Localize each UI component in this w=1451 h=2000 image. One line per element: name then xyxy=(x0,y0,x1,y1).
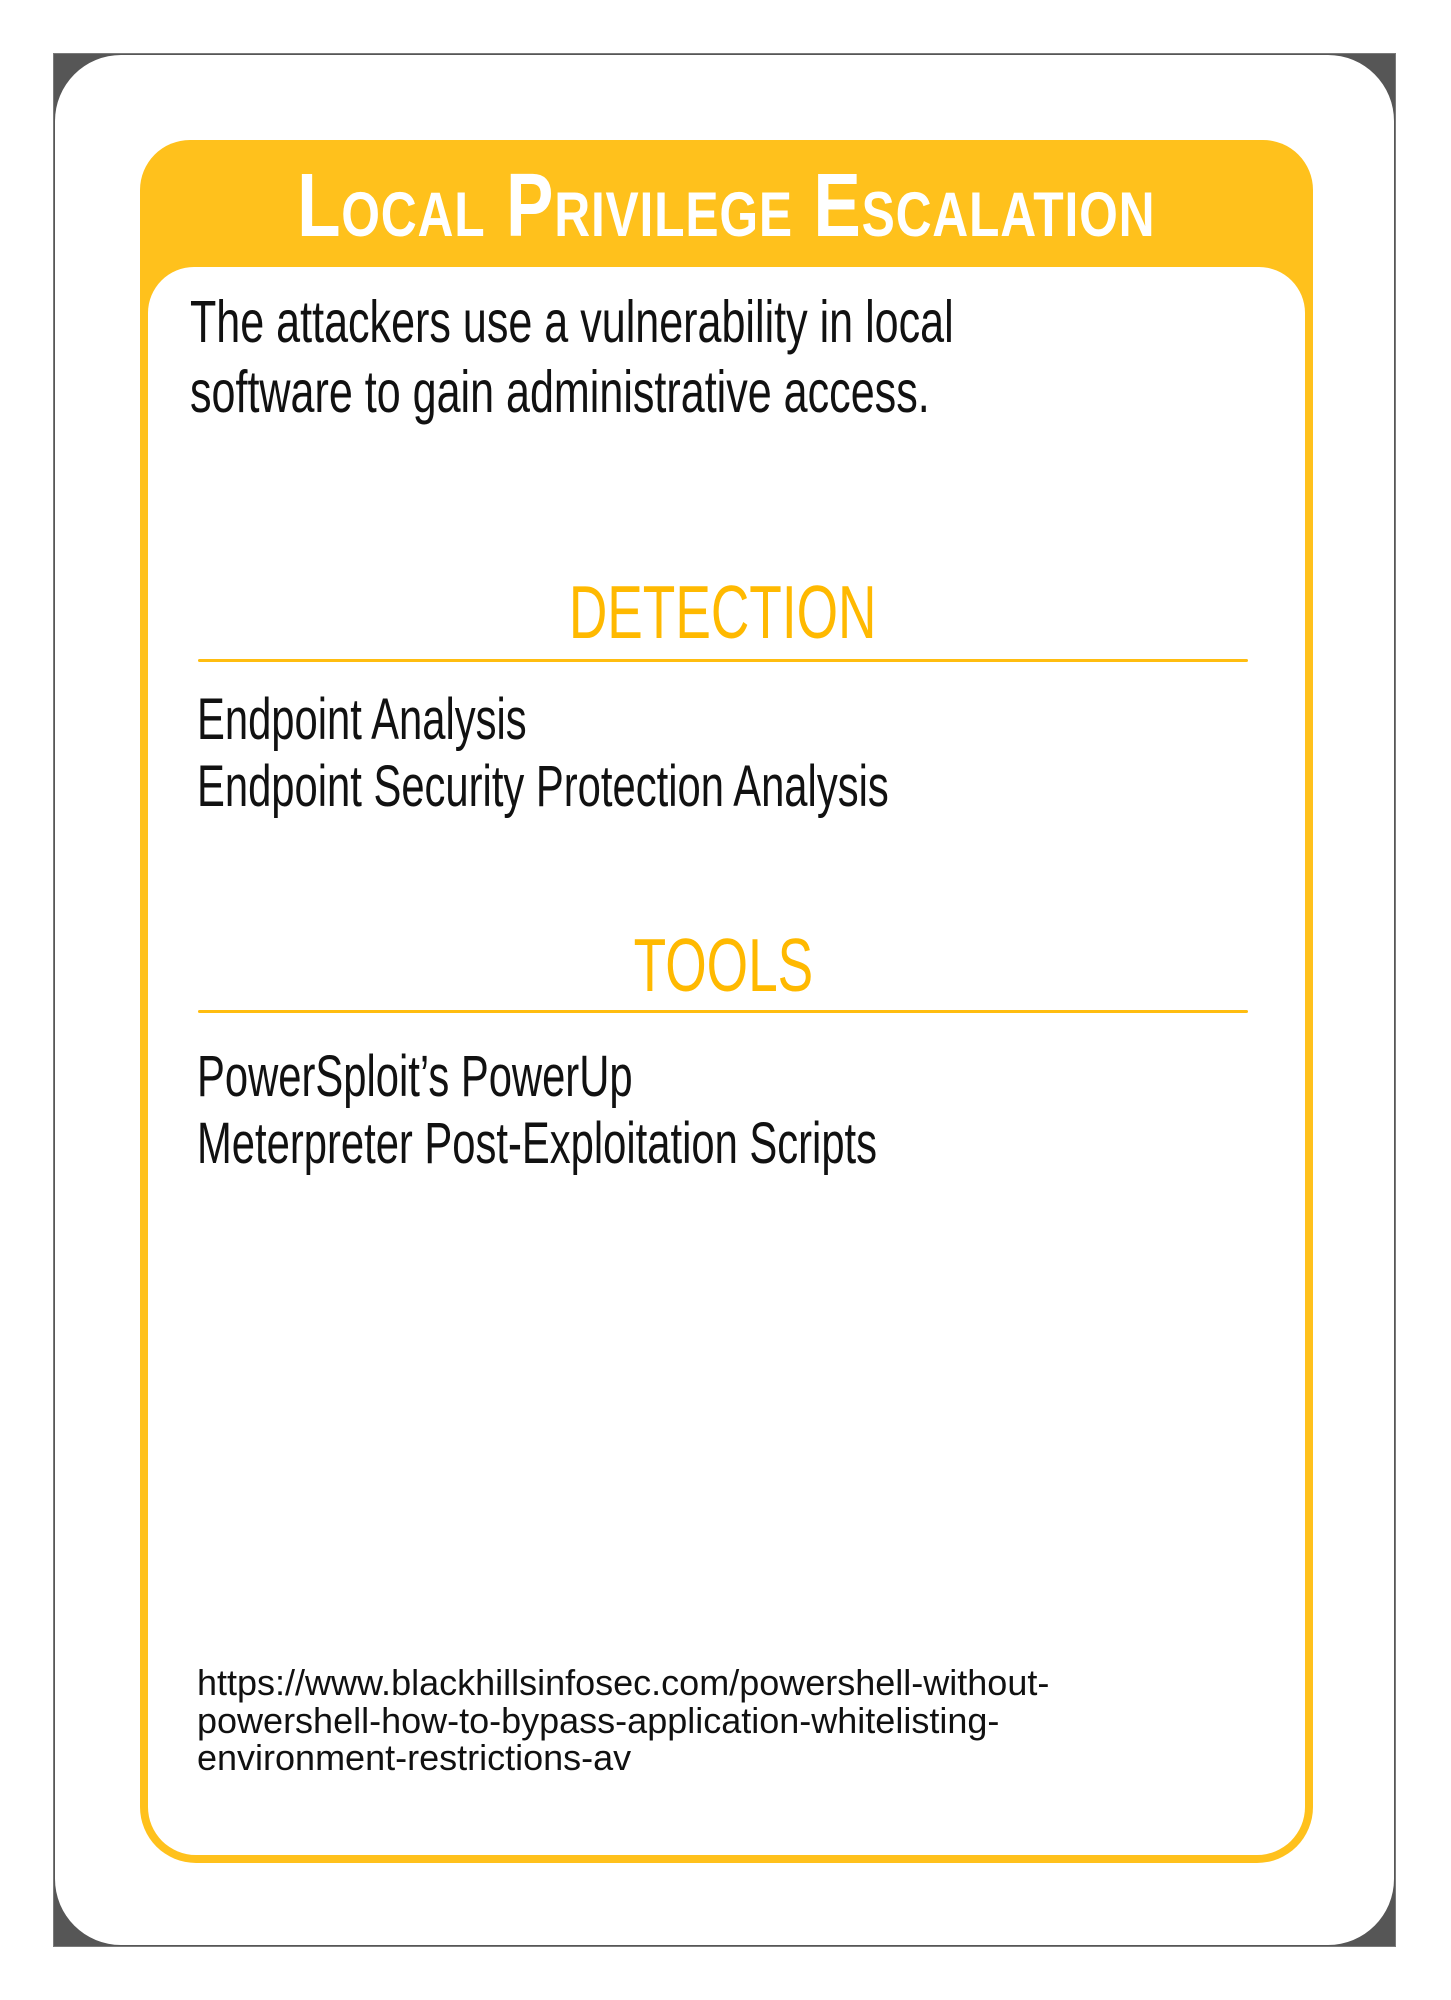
section-heading-tools: TOOLS xyxy=(633,923,813,1007)
reference-url-line: https://www.blackhillsinfosec.com/powershell-without- xyxy=(197,1662,1050,1703)
section-divider xyxy=(198,1010,1248,1013)
detection-item: Endpoint Security Protection Analysis xyxy=(197,754,889,819)
detection-item: Endpoint Analysis xyxy=(197,687,527,752)
reference-url-line: environment-restrictions-av xyxy=(197,1737,632,1778)
section-detection-header xyxy=(198,570,1248,654)
tool-item: Meterpreter Post-Exploitation Scripts xyxy=(197,1111,878,1176)
section-heading-detection: DETECTION xyxy=(569,570,877,654)
reference-url xyxy=(197,1664,1049,1777)
description-line: The attackers use a vulnerability in local xyxy=(190,289,954,355)
card-description xyxy=(190,289,954,433)
tool-item: PowerSploit’s PowerUp xyxy=(197,1044,633,1109)
card-title: Local Privilege Escalation xyxy=(297,155,1156,256)
card-header xyxy=(140,140,1313,267)
description-line: software to gain administrative access. xyxy=(190,359,930,425)
section-divider xyxy=(198,659,1248,662)
section-tools-header xyxy=(198,923,1248,1007)
detection-list xyxy=(197,687,889,825)
tools-list xyxy=(197,1044,878,1182)
reference-url-line: powershell-how-to-bypass-application-whitelisting- xyxy=(197,1699,1000,1741)
